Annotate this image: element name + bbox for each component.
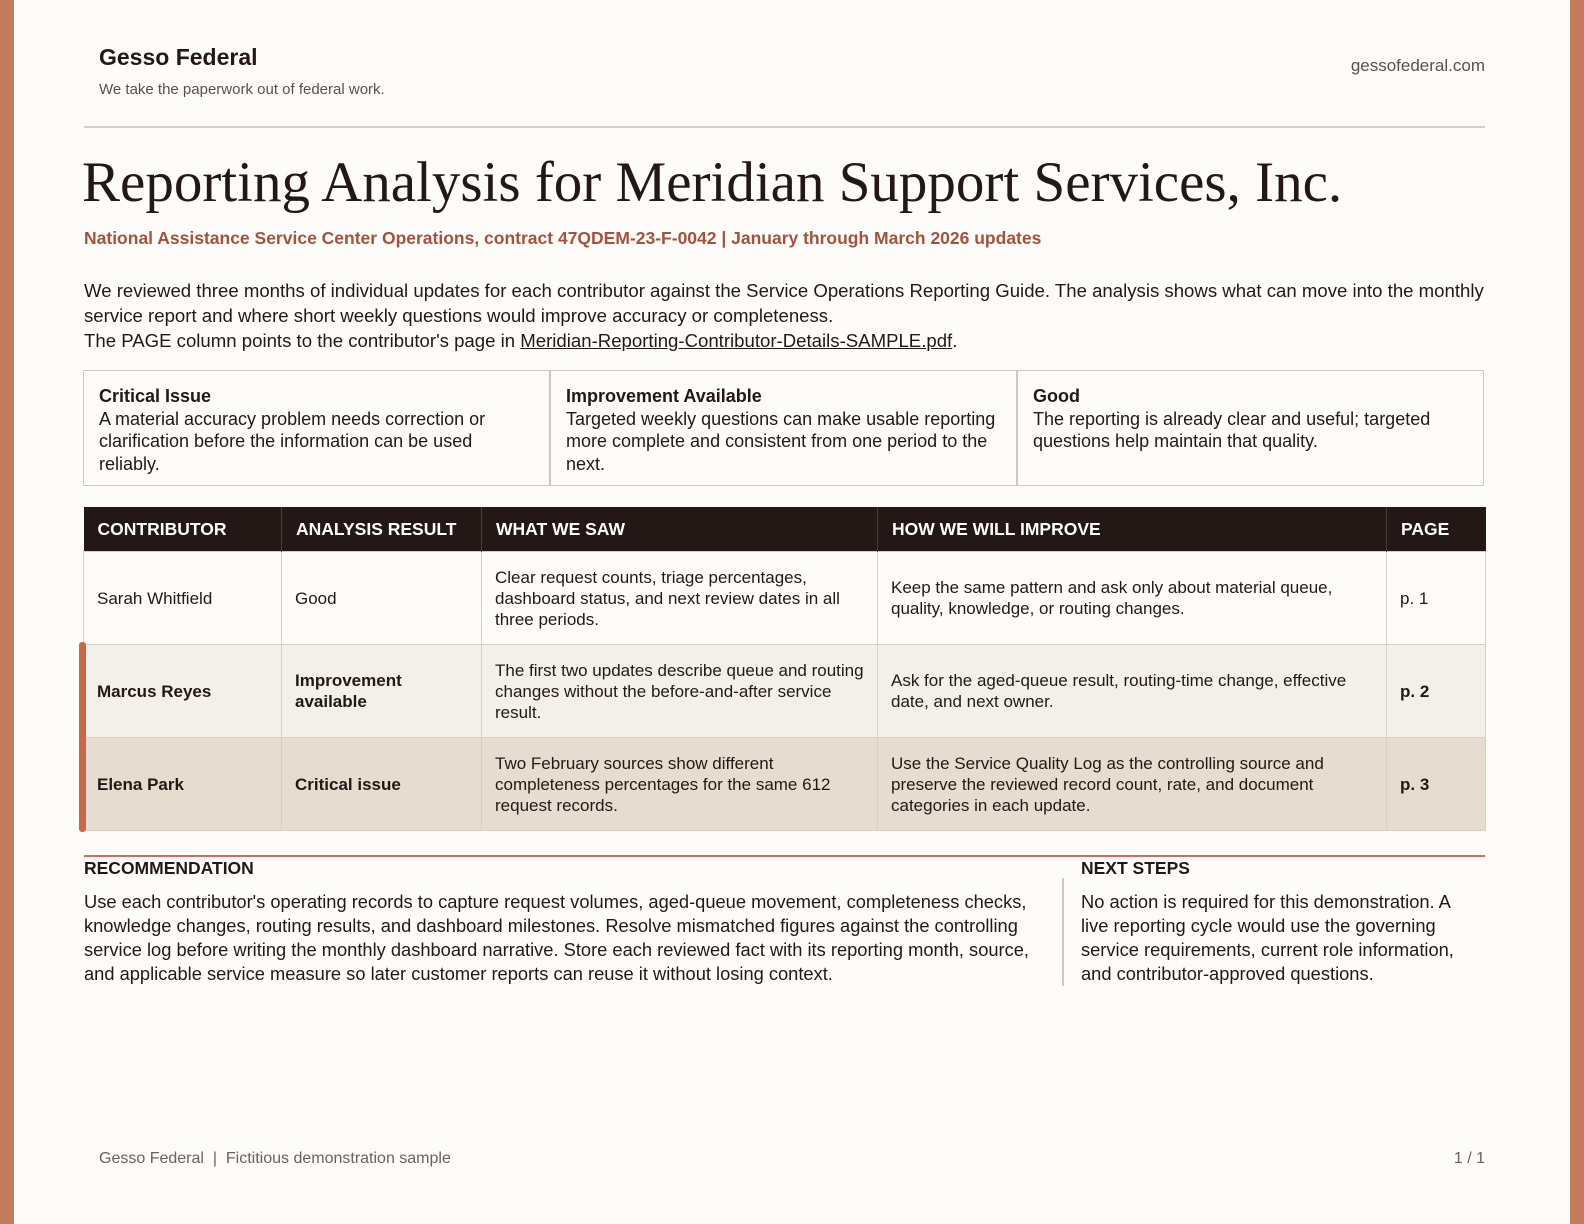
- brand-block: [99, 44, 385, 98]
- result-cell: Good: [282, 552, 482, 645]
- right-accent-bar: [1570, 0, 1584, 1224]
- left-accent-bar: [0, 0, 14, 1224]
- table-row: [84, 552, 1486, 645]
- footer-note: Gesso Federal | Fictitious demonstration sample: [99, 1150, 451, 1167]
- brand-name: Gesso Federal: [99, 44, 258, 70]
- page-number: 1 / 1: [1453, 1150, 1485, 1167]
- page-subtitle: National Assistance Service Center Operations, contract 47QDEM-23-F-0042 | January through March 2026 updates: [84, 228, 1042, 248]
- improve-cell: Keep the same pattern and ask only about material queue, quality, knowledge, or routing changes.: [878, 552, 1387, 645]
- contributor-cell: Marcus Reyes: [84, 645, 282, 738]
- site-url[interactable]: gessofederal.com: [1350, 56, 1485, 75]
- column-header-saw: WHAT WE SAW: [482, 507, 878, 552]
- flagged-rows-marker: [79, 642, 86, 832]
- contributor-cell: Elena Park: [84, 738, 282, 831]
- legend-title: Critical Issue: [99, 386, 212, 406]
- legend-text: The reporting is already clear and useful; targeted questions help maintain that quality.: [1033, 408, 1431, 451]
- analysis-table-wrapper: [83, 507, 1485, 831]
- result-cell: Improvement available: [282, 645, 482, 738]
- page-title: Reporting Analysis for Meridian Support Services, Inc.: [82, 151, 1343, 214]
- next-steps-heading: NEXT STEPS: [1081, 858, 1190, 878]
- recommendation-text: Use each contributor's operating records to capture request volumes, aged-queue movement, completeness checks, knowledge changes, routing results, and dashboard milestones. Resolve mismatched figures against the controlling service log before writing the monthly dashboard narrative. Store each reviewed fact with its reporting month, source, and applicable service measure so later customer reports can reuse it without losing context.: [84, 891, 1030, 984]
- improve-cell: Ask for the aged-queue result, routing-time change, effective date, and next owner.: [878, 645, 1387, 738]
- saw-cell: Clear request counts, triage percentages, dashboard status, and next review dates in all three periods.: [482, 552, 878, 645]
- column-header-page: PAGE: [1387, 507, 1486, 552]
- contributor-cell: Sarah Whitfield: [84, 552, 282, 645]
- saw-cell: The first two updates describe queue and routing changes without the before-and-after service result.: [482, 645, 878, 738]
- table-row: [84, 738, 1486, 831]
- legend-good: [1016, 371, 1483, 485]
- result-cell: Critical issue: [282, 738, 482, 831]
- intro: [84, 278, 1494, 353]
- column-divider: [1062, 878, 1064, 986]
- header-divider: [84, 126, 1485, 128]
- table-row: [84, 645, 1486, 738]
- column-header-improve: HOW WE WILL IMPROVE: [878, 507, 1387, 552]
- next-steps-text: No action is required for this demonstration. A live reporting cycle would use the governing service requirements, current role information, and contributor-approved questions.: [1081, 891, 1454, 984]
- legend-text: Targeted weekly questions can make usable reporting more complete and consistent from one period to the next.: [566, 408, 996, 474]
- recommendation-heading: RECOMMENDATION: [84, 858, 254, 878]
- legend-critical: [84, 371, 549, 485]
- page-note-suffix: .: [952, 330, 958, 351]
- analysis-table: [83, 507, 1486, 831]
- section-divider: [84, 855, 1485, 857]
- legend-text: A material accuracy problem needs correction or clarification before the information can be used reliably.: [99, 408, 486, 474]
- column-header-contributor: CONTRIBUTOR: [84, 507, 282, 552]
- legend-improvement: [549, 371, 1016, 485]
- improve-cell: Use the Service Quality Log as the controlling source and preserve the reviewed record count, rate, and document categories in each update.: [878, 738, 1387, 831]
- legend-title: Good: [1033, 386, 1080, 406]
- legend-title: Improvement Available: [566, 386, 762, 406]
- details-document-link[interactable]: Meridian-Reporting-Contributor-Details-SAMPLE.pdf: [520, 330, 953, 351]
- saw-cell: Two February sources show different completeness percentages for the same 612 request records.: [482, 738, 878, 831]
- page-cell: p. 1: [1387, 552, 1486, 645]
- page-note: [84, 328, 1494, 353]
- table-header-row: [84, 507, 1486, 552]
- page-note-prefix: The PAGE column points to the contributor's page in: [84, 330, 521, 351]
- brand-tagline: We take the paperwork out of federal work.: [99, 81, 385, 98]
- rating-legend: [83, 370, 1484, 486]
- page-cell: p. 3: [1387, 738, 1486, 831]
- page-cell: p. 2: [1387, 645, 1486, 738]
- intro-paragraph: We reviewed three months of individual updates for each contributor against the Service Operations Reporting Guide. The analysis shows what can move into the monthly service report and where short weekly questions would improve accuracy or completeness.: [84, 280, 1484, 326]
- column-header-result: ANALYSIS RESULT: [282, 507, 482, 552]
